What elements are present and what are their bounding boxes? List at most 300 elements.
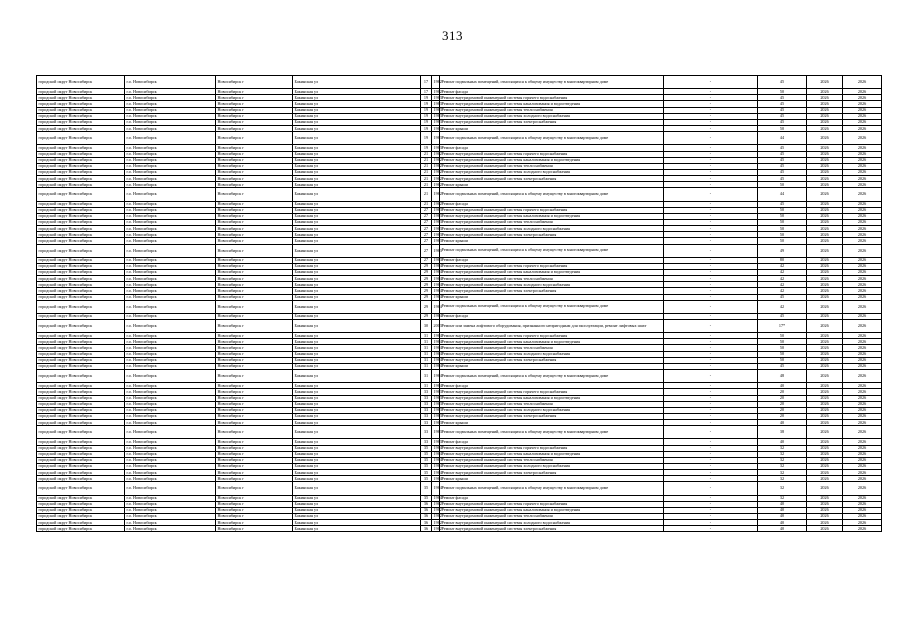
- service-term-cell: 50: [758, 238, 807, 244]
- plan-year-to-cell: 2026: [843, 169, 882, 175]
- empty-value-cell: -: [664, 389, 758, 395]
- district-cell: городской округ Новосибирск: [37, 238, 125, 244]
- house-number-cell: 27: [421, 207, 432, 213]
- plan-year-to-cell: 2026: [843, 163, 882, 169]
- city-cell: г.о. Новосибирск: [125, 526, 216, 532]
- locality-cell: Новосибирск г: [216, 213, 293, 219]
- city-cell: г.о. Новосибирск: [125, 263, 216, 269]
- plan-year-from-cell: 2026: [807, 113, 843, 119]
- house-number-cell: 30: [421, 320, 432, 333]
- service-term-cell: 42: [758, 288, 807, 294]
- city-cell: г.о. Новосибирск: [125, 413, 216, 419]
- city-cell: г.о. Новосибирск: [125, 463, 216, 469]
- locality-cell: Новосибирск г: [216, 76, 293, 89]
- work-type-cell: Ремонт внутридомовой инженерной системы теплоснабжения: [440, 345, 664, 351]
- street-cell: Бакинская ул: [293, 145, 421, 151]
- work-type-cell: Ремонт крыши: [440, 294, 664, 300]
- locality-cell: Новосибирск г: [216, 226, 293, 232]
- empty-value-cell: -: [664, 426, 758, 439]
- city-cell: г.о. Новосибирск: [125, 401, 216, 407]
- locality-cell: Новосибирск г: [216, 313, 293, 319]
- plan-year-from-cell: 2026: [807, 132, 843, 145]
- street-cell: Бакинская ул: [293, 313, 421, 319]
- empty-value-cell: -: [664, 451, 758, 457]
- locality-cell: Новосибирск г: [216, 320, 293, 333]
- build-year-cell: 1963: [432, 244, 440, 257]
- city-cell: г.о. Новосибирск: [125, 132, 216, 145]
- plan-year-to-cell: 2026: [843, 383, 882, 389]
- plan-year-from-cell: 2026: [807, 213, 843, 219]
- locality-cell: Новосибирск г: [216, 145, 293, 151]
- plan-year-to-cell: 2026: [843, 445, 882, 451]
- build-year-cell: 1964: [433, 269, 442, 275]
- house-number-cell: 29: [421, 300, 432, 313]
- capital-repair-table: [36, 75, 882, 532]
- street-cell: Бакинская ул: [293, 201, 421, 207]
- house-number-cell: 21: [421, 176, 432, 182]
- build-year-cell: 1962: [433, 525, 442, 531]
- plan-year-from-cell: 2026: [807, 339, 843, 345]
- plan-year-to-cell: 2026: [843, 207, 882, 213]
- plan-year-to-cell: 2026: [843, 219, 882, 225]
- street-cell: Бакинская ул: [293, 526, 421, 532]
- locality-cell: Новосибирск г: [216, 357, 293, 363]
- service-term-cell: 20: [758, 413, 807, 419]
- plan-year-from-cell: 2026: [807, 470, 843, 476]
- plan-year-to-cell: 2026: [843, 520, 882, 526]
- locality-cell: Новосибирск г: [216, 383, 293, 389]
- plan-year-to-cell: 2026: [843, 495, 882, 501]
- plan-year-from-cell: 2026: [807, 313, 843, 319]
- build-year-cell: 1962: [433, 150, 442, 156]
- street-cell: Бакинская ул: [293, 182, 421, 188]
- plan-year-from-cell: 2026: [807, 300, 843, 313]
- plan-year-from-cell: 2026: [807, 219, 843, 225]
- empty-value-cell: -: [664, 294, 758, 300]
- city-cell: г.о. Новосибирск: [125, 169, 216, 175]
- street-cell: Бакинская ул: [293, 351, 421, 357]
- plan-year-to-cell: 2026: [843, 333, 882, 339]
- house-number-cell: 33: [421, 395, 432, 401]
- service-term-cell: 40: [758, 420, 807, 426]
- street-cell: Бакинская ул: [293, 157, 421, 163]
- build-year-cell: 1963: [433, 125, 442, 131]
- work-type-cell: Ремонт подвальных помещений, относящихся к общему имуществу в многоквартирном доме: [440, 482, 664, 495]
- plan-year-from-cell: 2026: [807, 276, 843, 282]
- plan-year-from-cell: 2026: [807, 357, 843, 363]
- locality-cell: Новосибирск г: [216, 389, 293, 395]
- service-term-cell: 17*: [758, 320, 807, 333]
- empty-value-cell: -: [664, 407, 758, 413]
- district-cell: городской округ Новосибирск: [37, 207, 125, 213]
- build-year-cell: 1963: [433, 94, 442, 100]
- district-cell: городской округ Новосибирск: [37, 300, 125, 313]
- plan-year-from-cell: 2026: [807, 333, 843, 339]
- plan-year-to-cell: 2026: [843, 514, 882, 520]
- table-row: [37, 244, 882, 257]
- work-type-cell: Ремонт внутридомовой инженерной системы теплоснабжения: [440, 107, 664, 113]
- build-year-cell: 1962: [433, 513, 442, 519]
- build-year-cell: 1963: [433, 213, 442, 219]
- city-cell: г.о. Новосибирск: [125, 389, 216, 395]
- city-cell: г.о. Новосибирск: [125, 351, 216, 357]
- plan-year-from-cell: 2026: [807, 501, 843, 507]
- street-cell: Бакинская ул: [293, 95, 421, 101]
- service-term-cell: 44: [758, 188, 807, 201]
- plan-year-from-cell: 2026: [807, 383, 843, 389]
- empty-value-cell: -: [664, 207, 758, 213]
- table-row: [37, 482, 882, 495]
- service-term-cell: 32: [758, 482, 807, 495]
- locality-cell: Новосибирск г: [216, 176, 293, 182]
- plan-year-to-cell: 2026: [843, 501, 882, 507]
- empty-value-cell: -: [664, 219, 758, 225]
- service-term-cell: 32: [758, 457, 807, 463]
- empty-value-cell: -: [664, 201, 758, 207]
- plan-year-from-cell: 2026: [807, 182, 843, 188]
- house-number-cell: 31: [421, 357, 432, 363]
- plan-year-to-cell: 2026: [843, 389, 882, 395]
- service-term-cell: 50: [758, 89, 807, 95]
- service-term-cell: 42: [758, 269, 807, 275]
- street-cell: Бакинская ул: [293, 126, 421, 132]
- work-type-cell: Ремонт внутридомовой инженерной системы теплоснабжения: [440, 401, 664, 407]
- plan-year-to-cell: 2026: [843, 182, 882, 188]
- city-cell: г.о. Новосибирск: [125, 520, 216, 526]
- work-type-cell: Ремонт внутридомовой инженерной системы холодного водоснабжения: [440, 407, 664, 413]
- service-term-cell: 40: [758, 507, 807, 513]
- locality-cell: Новосибирск г: [216, 514, 293, 520]
- plan-year-from-cell: 2026: [807, 126, 843, 132]
- empty-value-cell: -: [664, 163, 758, 169]
- plan-year-to-cell: 2026: [843, 357, 882, 363]
- plan-year-to-cell: 2026: [843, 126, 882, 132]
- plan-year-from-cell: 2026: [807, 363, 843, 369]
- street-cell: Бакинская ул: [293, 520, 421, 526]
- build-year-cell: 1964: [433, 451, 442, 457]
- plan-year-from-cell: 2026: [807, 395, 843, 401]
- service-term-cell: 80: [758, 257, 807, 263]
- plan-year-from-cell: 2026: [807, 238, 843, 244]
- table-row: [37, 188, 882, 201]
- locality-cell: Новосибирск г: [216, 526, 293, 532]
- city-cell: г.о. Новосибирск: [125, 257, 216, 263]
- city-cell: г.о. Новосибирск: [125, 383, 216, 389]
- service-term-cell: 40: [758, 501, 807, 507]
- district-cell: городской округ Новосибирск: [37, 520, 125, 526]
- build-year-cell: 1962: [433, 201, 442, 206]
- district-cell: городской округ Новосибирск: [37, 288, 125, 294]
- street-cell: Бакинская ул: [293, 501, 421, 507]
- house-number-cell: 21: [421, 157, 432, 163]
- plan-year-from-cell: 2026: [807, 176, 843, 182]
- work-type-cell: Ремонт внутридомовой инженерной системы канализования и водоотведения: [440, 339, 664, 345]
- house-number-cell: 33: [421, 407, 432, 413]
- work-type-cell: Ремонт внутридомовой инженерной системы канализования и водоотведения: [440, 395, 664, 401]
- house-number-cell: 29: [421, 313, 432, 319]
- street-cell: Бакинская ул: [293, 339, 421, 345]
- work-type-cell: Ремонт фасада: [440, 495, 664, 501]
- locality-cell: Новосибирск г: [216, 151, 293, 157]
- locality-cell: Новосибирск г: [216, 201, 293, 207]
- service-term-cell: 50: [758, 351, 807, 357]
- house-number-cell: 35: [421, 445, 432, 451]
- plan-year-from-cell: 2026: [807, 145, 843, 151]
- plan-year-to-cell: 2026: [843, 89, 882, 95]
- empty-value-cell: -: [664, 470, 758, 476]
- house-number-cell: 21: [421, 201, 432, 207]
- house-number-cell: 19: [421, 145, 432, 151]
- empty-value-cell: -: [664, 269, 758, 275]
- build-year-cell: 1963: [433, 257, 442, 263]
- empty-value-cell: -: [664, 413, 758, 419]
- service-term-cell: 45: [758, 113, 807, 119]
- locality-cell: Новосибирск г: [216, 282, 293, 288]
- build-year-cell: 2003: [432, 320, 440, 333]
- plan-year-to-cell: 2026: [843, 420, 882, 426]
- house-number-cell: 21: [421, 151, 432, 157]
- plan-year-to-cell: 2026: [843, 413, 882, 419]
- district-cell: городской округ Новосибирск: [37, 413, 125, 419]
- build-year-cell: 1963: [433, 107, 442, 113]
- build-year-cell: 1962: [433, 507, 442, 513]
- district-cell: городской округ Новосибирск: [37, 370, 125, 383]
- street-cell: Бакинская ул: [293, 495, 421, 501]
- district-cell: городской округ Новосибирск: [37, 276, 125, 282]
- street-cell: Бакинская ул: [293, 413, 421, 419]
- house-number-cell: 33: [421, 389, 432, 395]
- house-number-cell: 36: [421, 501, 432, 507]
- district-cell: городской округ Новосибирск: [37, 213, 125, 219]
- street-cell: Бакинская ул: [293, 169, 421, 175]
- plan-year-from-cell: 2026: [807, 507, 843, 513]
- street-cell: Бакинская ул: [293, 263, 421, 269]
- house-number-cell: 29: [421, 269, 432, 275]
- build-year-cell: 1962: [433, 175, 442, 181]
- locality-cell: Новосибирск г: [216, 495, 293, 501]
- empty-value-cell: -: [664, 507, 758, 513]
- plan-year-to-cell: 2026: [843, 463, 882, 469]
- city-cell: г.о. Новосибирск: [125, 157, 216, 163]
- work-type-cell: Ремонт подвальных помещений, относящихся к общему имуществу в многоквартирном доме: [440, 426, 664, 439]
- plan-year-to-cell: 2026: [843, 101, 882, 107]
- plan-year-from-cell: 2026: [807, 407, 843, 413]
- locality-cell: Новосибирск г: [216, 507, 293, 513]
- empty-value-cell: -: [664, 420, 758, 426]
- district-cell: городской округ Новосибирск: [37, 188, 125, 201]
- street-cell: Бакинская ул: [293, 426, 421, 439]
- build-year-cell: 1964: [433, 351, 442, 357]
- street-cell: Бакинская ул: [293, 276, 421, 282]
- city-cell: г.о. Новосибирск: [125, 201, 216, 207]
- plan-year-to-cell: 2026: [843, 476, 882, 482]
- work-type-cell: Ремонт внутридомовой инженерной системы канализования и водоотведения: [440, 269, 664, 275]
- house-number-cell: 27: [421, 257, 432, 263]
- service-term-cell: 42: [758, 300, 807, 313]
- street-cell: Бакинская ул: [293, 238, 421, 244]
- city-cell: г.о. Новосибирск: [125, 507, 216, 513]
- build-year-cell: 1963: [433, 419, 442, 425]
- service-term-cell: 50: [758, 339, 807, 345]
- locality-cell: Новосибирск г: [216, 269, 293, 275]
- work-type-cell: Ремонт фасада: [440, 313, 664, 319]
- street-cell: Бакинская ул: [293, 389, 421, 395]
- service-term-cell: 32: [758, 470, 807, 476]
- build-year-cell: 1963: [433, 407, 442, 413]
- district-cell: городской округ Новосибирск: [37, 282, 125, 288]
- build-year-cell: 1963: [433, 144, 442, 150]
- locality-cell: Новосибирск г: [216, 439, 293, 445]
- work-type-cell: Ремонт внутридомовой инженерной системы теплоснабжения: [440, 514, 664, 520]
- empty-value-cell: -: [664, 132, 758, 145]
- locality-cell: Новосибирск г: [216, 107, 293, 113]
- plan-year-to-cell: 2026: [843, 339, 882, 345]
- service-term-cell: 50: [758, 232, 807, 238]
- district-cell: городской округ Новосибирск: [37, 426, 125, 439]
- district-cell: городской округ Новосибирск: [37, 119, 125, 125]
- locality-cell: Новосибирск г: [216, 339, 293, 345]
- street-cell: Бакинская ул: [293, 514, 421, 520]
- work-type-cell: Ремонт внутридомовой инженерной системы горячего водоснабжения: [440, 389, 664, 395]
- city-cell: г.о. Новосибирск: [125, 426, 216, 439]
- plan-year-from-cell: 2026: [807, 76, 843, 89]
- locality-cell: Новосибирск г: [216, 445, 293, 451]
- build-year-cell: 1964: [433, 344, 442, 350]
- work-type-cell: Ремонт внутридомовой инженерной системы электроснабжения: [440, 176, 664, 182]
- house-number-cell: 27: [421, 213, 432, 219]
- street-cell: Бакинская ул: [293, 457, 421, 463]
- service-term-cell: 50: [758, 213, 807, 219]
- house-number-cell: 33: [421, 401, 432, 407]
- city-cell: г.о. Новосибирск: [125, 101, 216, 107]
- city-cell: г.о. Новосибирск: [125, 501, 216, 507]
- empty-value-cell: -: [664, 370, 758, 383]
- plan-year-to-cell: 2026: [843, 300, 882, 313]
- build-year-cell: 1964: [433, 457, 442, 463]
- plan-year-from-cell: 2026: [807, 151, 843, 157]
- district-cell: городской округ Новосибирск: [37, 470, 125, 476]
- street-cell: Бакинская ул: [293, 401, 421, 407]
- street-cell: Бакинская ул: [293, 269, 421, 275]
- service-term-cell: 50: [758, 219, 807, 225]
- work-type-cell: Ремонт внутридомовой инженерной системы электроснабжения: [440, 470, 664, 476]
- build-year-cell: 1962: [432, 76, 440, 89]
- service-term-cell: 45: [758, 119, 807, 125]
- empty-value-cell: -: [664, 107, 758, 113]
- table-row: [37, 426, 882, 439]
- plan-year-from-cell: 2026: [807, 476, 843, 482]
- district-cell: городской округ Новосибирск: [37, 219, 125, 225]
- build-year-cell: 1963: [433, 225, 442, 231]
- street-cell: Бакинская ул: [293, 107, 421, 113]
- house-number-cell: 35: [421, 470, 432, 476]
- street-cell: Бакинская ул: [293, 219, 421, 225]
- city-cell: г.о. Новосибирск: [125, 207, 216, 213]
- city-cell: г.о. Новосибирск: [125, 320, 216, 333]
- street-cell: Бакинская ул: [293, 363, 421, 369]
- work-type-cell: Ремонт крыши: [440, 126, 664, 132]
- work-type-cell: Ремонт внутридомовой инженерной системы канализования и водоотведения: [440, 157, 664, 163]
- plan-year-from-cell: 2026: [807, 263, 843, 269]
- service-term-cell: 50: [758, 345, 807, 351]
- service-term-cell: 40: [758, 439, 807, 445]
- plan-year-to-cell: 2026: [843, 188, 882, 201]
- empty-value-cell: -: [664, 151, 758, 157]
- plan-year-from-cell: 2026: [807, 451, 843, 457]
- page-number: 313: [442, 28, 463, 43]
- locality-cell: Новосибирск г: [216, 451, 293, 457]
- locality-cell: Новосибирск г: [216, 300, 293, 313]
- street-cell: Бакинская ул: [293, 282, 421, 288]
- district-cell: городской округ Новосибирск: [37, 507, 125, 513]
- city-cell: г.о. Новосибирск: [125, 395, 216, 401]
- build-year-cell: 1963: [433, 237, 442, 243]
- empty-value-cell: -: [664, 395, 758, 401]
- street-cell: Бакинская ул: [293, 395, 421, 401]
- plan-year-from-cell: 2026: [807, 420, 843, 426]
- empty-value-cell: -: [664, 482, 758, 495]
- street-cell: Бакинская ул: [293, 407, 421, 413]
- empty-value-cell: -: [664, 363, 758, 369]
- work-type-cell: Ремонт внутридомовой инженерной системы канализования и водоотведения: [440, 451, 664, 457]
- plan-year-from-cell: 2026: [807, 370, 843, 383]
- plan-year-to-cell: 2026: [843, 351, 882, 357]
- plan-year-from-cell: 2026: [807, 345, 843, 351]
- district-cell: городской округ Новосибирск: [37, 294, 125, 300]
- street-cell: Бакинская ул: [293, 445, 421, 451]
- build-year-cell: 1963: [433, 119, 442, 125]
- city-cell: г.о. Новосибирск: [125, 420, 216, 426]
- empty-value-cell: -: [664, 244, 758, 257]
- district-cell: городской округ Новосибирск: [37, 345, 125, 351]
- district-cell: городской округ Новосибирск: [37, 383, 125, 389]
- locality-cell: Новосибирск г: [216, 244, 293, 257]
- empty-value-cell: -: [664, 182, 758, 188]
- district-cell: городской округ Новосибирск: [37, 333, 125, 339]
- service-term-cell: 42: [758, 276, 807, 282]
- work-type-cell: Ремонт внутридомовой инженерной системы электроснабжения: [440, 357, 664, 363]
- locality-cell: Новосибирск г: [216, 132, 293, 145]
- service-term-cell: 42: [758, 263, 807, 269]
- city-cell: г.о. Новосибирск: [125, 163, 216, 169]
- work-type-cell: Ремонт внутридомовой инженерной системы теплоснабжения: [440, 457, 664, 463]
- work-type-cell: Ремонт или замена лифтового оборудования, признанного непригодным для эксплуатации, ремонт лифтовых шахт: [440, 320, 664, 333]
- house-number-cell: 27: [421, 219, 432, 225]
- build-year-cell: 1964: [433, 281, 442, 287]
- table-row: [37, 300, 882, 313]
- service-term-cell: 32: [758, 495, 807, 501]
- house-number-cell: 31: [421, 333, 432, 339]
- city-cell: г.о. Новосибирск: [125, 107, 216, 113]
- empty-value-cell: -: [664, 501, 758, 507]
- build-year-cell: 1964: [432, 370, 440, 383]
- empty-value-cell: -: [664, 89, 758, 95]
- build-year-cell: 1964: [432, 300, 440, 313]
- district-cell: городской округ Новосибирск: [37, 451, 125, 457]
- city-cell: г.о. Новосибирск: [125, 313, 216, 319]
- plan-year-to-cell: 2026: [843, 119, 882, 125]
- district-cell: городской округ Новосибирск: [37, 244, 125, 257]
- locality-cell: Новосибирск г: [216, 482, 293, 495]
- table-row: [37, 370, 882, 383]
- district-cell: городской округ Новосибирск: [37, 101, 125, 107]
- city-cell: г.о. Новосибирск: [125, 76, 216, 89]
- house-number-cell: 19: [421, 95, 432, 101]
- locality-cell: Новосибирск г: [216, 426, 293, 439]
- plan-year-from-cell: 2026: [807, 514, 843, 520]
- house-number-cell: 19: [421, 107, 432, 113]
- house-number-cell: 27: [421, 226, 432, 232]
